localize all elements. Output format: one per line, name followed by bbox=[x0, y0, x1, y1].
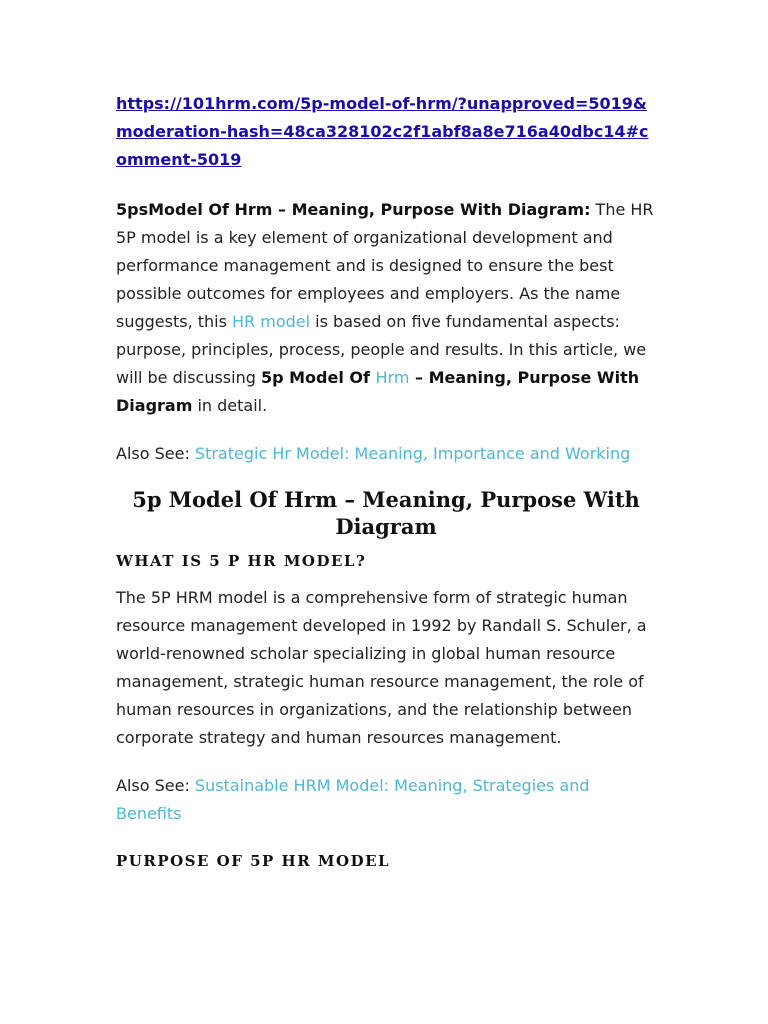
also-see-1-prefix: Also See: bbox=[116, 444, 195, 463]
section-1-body: The 5P HRM model is a comprehensive form of strategic human resource management developed in 1992 by Randall S. Schuler, a world-renowned scholar specializing in global human resource management, strategic human resource management, the role of human resources in organizations, and the relationship between corporate strategy and human resources management. bbox=[116, 588, 647, 747]
intro-text-2: is based on five fundamental aspects: purpose, principles, process, people and results. In this article, we will be discussing bbox=[116, 312, 647, 387]
article bbox=[116, 90, 656, 870]
also-see-2 bbox=[116, 772, 656, 828]
intro-text-1: The HR 5P model is a key element of organizational development and performance management and is designed to ensure the best possible outcomes for employees and employers. As the name suggests, this bbox=[116, 200, 654, 331]
strategic-hr-model-link[interactable]: Strategic Hr Model: Meaning, Importance and Working bbox=[194, 444, 631, 463]
intro-paragraph bbox=[116, 196, 656, 420]
intro-bold-3: – Meaning, Purpose With Diagram bbox=[116, 368, 640, 415]
intro-text-3: in detail. bbox=[192, 396, 268, 415]
intro-lead: 5psModel Of Hrm – Meaning, Purpose With Diagram: bbox=[116, 200, 591, 219]
also-see-1 bbox=[116, 440, 656, 468]
section-2-heading: PURPOSE OF 5P HR MODEL bbox=[116, 852, 391, 870]
source-url-link[interactable]: https://101hrm.com/5p-model-of-hrm/?unapproved=5019&moderation-hash=48ca328102c2f1abf8a8e716a40dbc14#comment-5019 bbox=[116, 94, 649, 169]
hrm-link[interactable]: Hrm bbox=[375, 368, 410, 387]
main-heading: 5p Model Of Hrm – Meaning, Purpose With Diagram bbox=[132, 487, 640, 539]
section-1-heading: WHAT IS 5 P HR MODEL? bbox=[116, 552, 367, 570]
sustainable-hrm-model-link[interactable]: Sustainable HRM Model: Meaning, Strategies and Benefits bbox=[116, 776, 590, 823]
also-see-2-prefix: Also See: bbox=[116, 776, 195, 795]
hr-model-link[interactable]: HR model bbox=[232, 312, 311, 331]
intro-bold-2: 5p Model Of bbox=[260, 368, 376, 387]
